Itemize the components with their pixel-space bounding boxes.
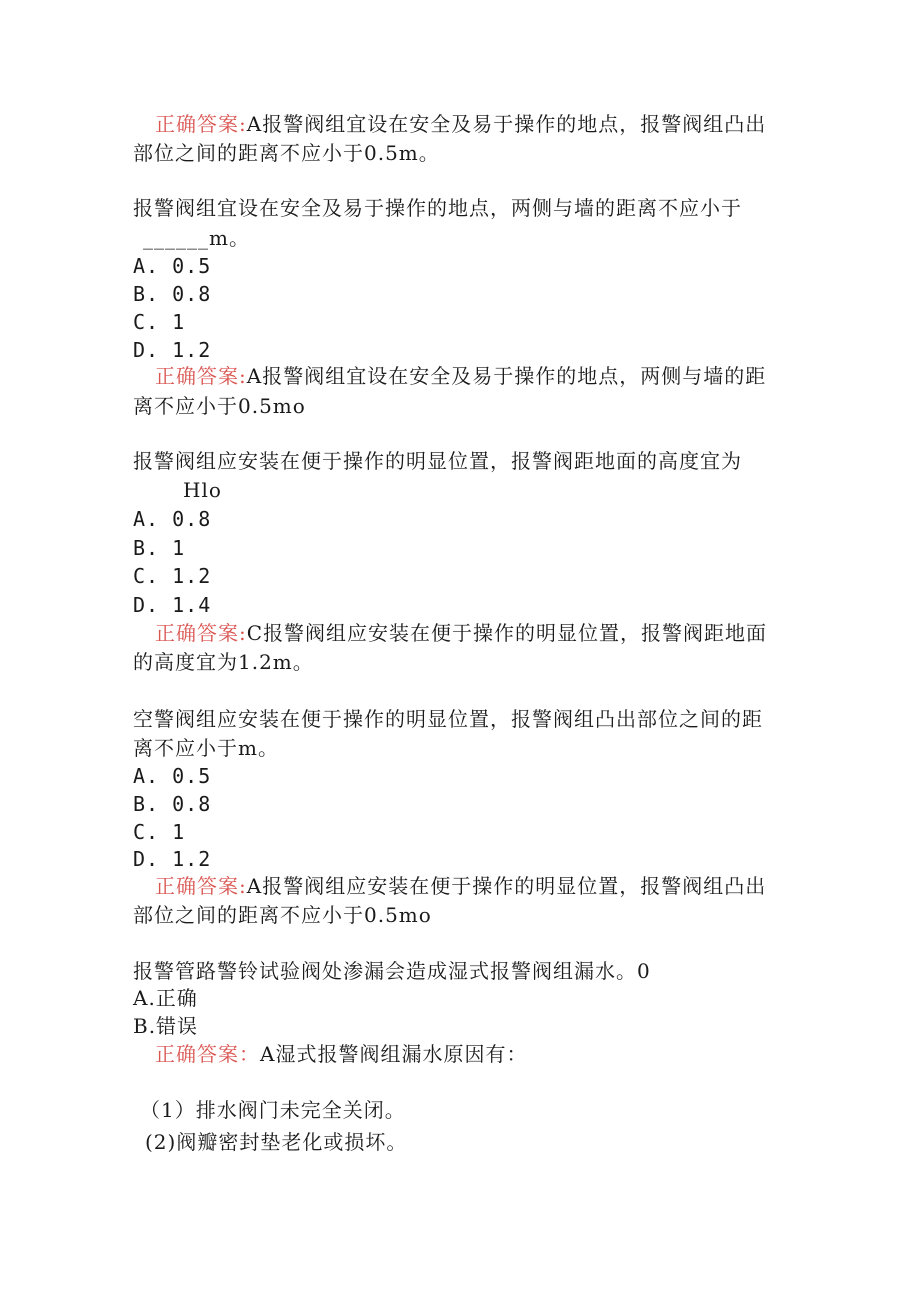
- question-stem-continuation: Hlo: [183, 478, 222, 502]
- option-b: B. 0.8: [133, 282, 212, 306]
- answer-continuation: 的高度宜为1.2m。: [133, 650, 314, 674]
- question-stem-continuation: ______m。: [143, 226, 250, 250]
- option-d: D. 1.2: [133, 847, 212, 871]
- option-a: A. 0.5: [133, 254, 212, 278]
- option-b: B. 1: [133, 536, 186, 560]
- answer-label: 正确答案:: [155, 364, 247, 388]
- reason-item: （1）排水阀门未完全关闭。: [140, 1098, 406, 1122]
- question-stem: 报警阀组宜设在安全及易于操作的地点，两侧与墙的距离不应小于: [133, 196, 742, 220]
- answer-line: [155, 111, 766, 137]
- option-d: D. 1.2: [133, 338, 212, 362]
- answer-label: 正确答案:: [155, 112, 247, 136]
- answer-label: 正确答案：: [155, 1042, 260, 1066]
- answer-letter: A: [246, 364, 263, 388]
- answer-continuation: 部位之间的距离不应小于0.5m。: [133, 141, 440, 165]
- answer-line: [155, 363, 766, 389]
- answer-line: [155, 873, 766, 899]
- option-c: C. 1: [133, 820, 186, 844]
- answer-line: [155, 1041, 527, 1067]
- answer-text: 报警阀组宜设在安全及易于操作的地点，报警阀组凸出: [262, 112, 767, 136]
- option-b: B. 0.8: [133, 792, 212, 816]
- option-c: C. 1: [133, 310, 186, 334]
- question-stem: 报警阀组应安装在便于操作的明显位置，报警阀距地面的高度宜为: [133, 449, 742, 473]
- option-b: B.错误: [133, 1014, 199, 1038]
- option-a: A. 0.8: [133, 507, 212, 531]
- answer-letter: A: [246, 874, 263, 898]
- reason-item: (2)阀瓣密封垫老化或损坏。: [145, 1130, 408, 1154]
- option-a: A. 0.5: [133, 764, 212, 788]
- answer-text: 报警阀组应安装在便于操作的明显位置，报警阀组凸出: [262, 874, 767, 898]
- answer-text: 湿式报警阀组漏水原因有：: [275, 1042, 528, 1066]
- answer-letter: C: [246, 621, 264, 645]
- answer-letter: A: [246, 112, 263, 136]
- option-d: D. 1.4: [133, 593, 212, 617]
- question-stem: 报警管路警铃试验阀处渗漏会造成湿式报警阀组漏水。0: [133, 959, 651, 983]
- answer-label: 正确答案:: [155, 874, 247, 898]
- answer-text: 报警阀组宜设在安全及易于操作的地点，两侧与墙的距: [262, 364, 767, 388]
- answer-letter: A: [260, 1042, 276, 1066]
- answer-continuation: 离不应小于0.5mo: [133, 394, 306, 418]
- answer-label: 正确答案:: [155, 621, 247, 645]
- option-c: C. 1.2: [133, 564, 212, 588]
- option-a: A.正确: [133, 986, 198, 1010]
- answer-text: 报警阀组应安装在便于操作的明显位置，报警阀距地面: [263, 621, 768, 645]
- answer-continuation: 部位之间的距离不应小于0.5mo: [133, 903, 432, 927]
- question-stem: 空警阀组应安装在便于操作的明显位置，报警阀组凸出部位之间的距: [133, 707, 763, 731]
- question-stem-continuation: 离不应小于m。: [133, 736, 279, 760]
- answer-line: [155, 620, 767, 646]
